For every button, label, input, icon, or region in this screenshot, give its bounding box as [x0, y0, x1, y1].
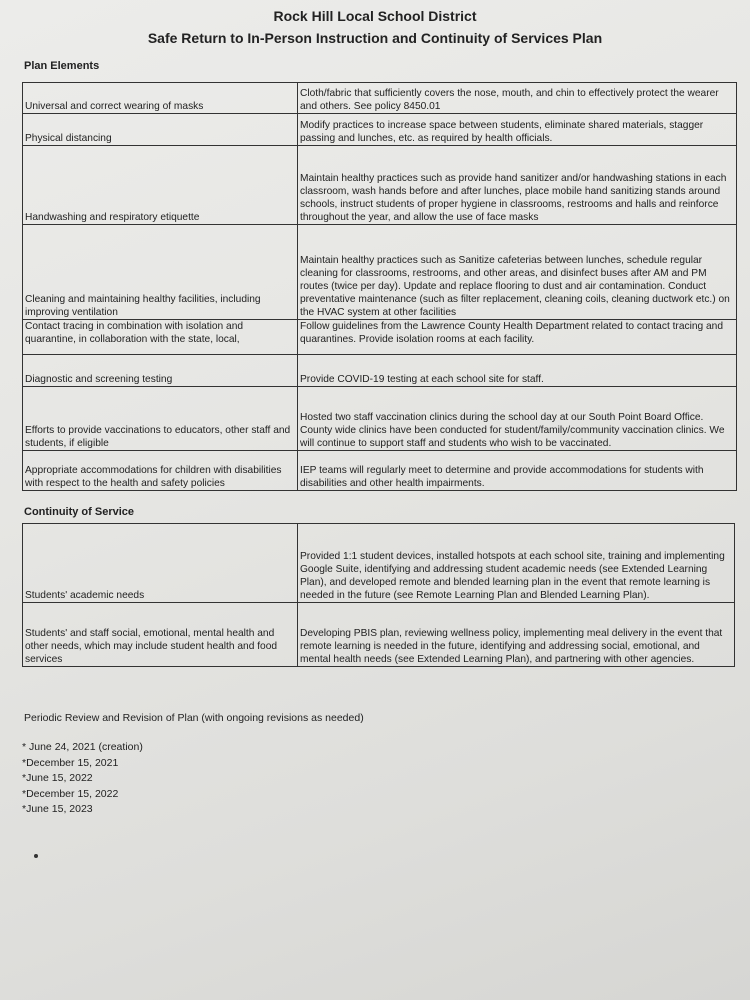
table-row	[23, 225, 737, 320]
continuity-element-cell: Students' academic needs	[23, 524, 298, 603]
plan-element-cell: Appropriate accommodations for children with disabilities with respect to the health and safety policies	[23, 451, 298, 491]
plan-elements-table	[22, 82, 737, 491]
table-row	[23, 83, 737, 114]
plan-title: Safe Return to In-Person Instruction and Continuity of Services Plan	[147, 30, 603, 46]
plan-description-cell: Maintain healthy practices such as Sanitize cafeterias between lunches, schedule regular cleaning for classrooms, restrooms, and other areas, and disinfect buses after AM and PM routes (twice per day). Update and replace flooring to dust and air contamination. Conduct preventative maintenance (such as filter replacement, cleaning coils, cleaning ductwork etc.) on the HVAC system at other facilities	[298, 225, 737, 320]
table-row	[23, 320, 737, 355]
continuity-heading: Continuity of Service	[24, 506, 135, 518]
stray-mark	[34, 854, 38, 858]
district-title: Rock Hill Local School District	[273, 8, 477, 24]
review-dates-list	[22, 740, 143, 818]
plan-element-cell: Universal and correct wearing of masks	[23, 83, 298, 114]
plan-description-cell: Modify practices to increase space between students, eliminate shared materials, stagger passing and lunches, etc. as required by health officials.	[298, 114, 737, 146]
plan-element-cell: Handwashing and respiratory etiquette	[23, 146, 298, 225]
plan-description-cell: Follow guidelines from the Lawrence County Health Department related to contact tracing and quarantines. Provide isolation rooms at each facility.	[298, 320, 737, 355]
plan-element-cell: Cleaning and maintaining healthy facilities, including improving ventilation	[23, 225, 298, 320]
plan-description-cell: Hosted two staff vaccination clinics during the school day at our South Point Board Office. County wide clinics have been conducted for student/family/community vaccination clinics. We will continue to support staff and students who wish to be vaccinated.	[298, 387, 737, 451]
continuity-description-cell: Provided 1:1 student devices, installed hotspots at each school site, training and implementing Google Suite, identifying and addressing student academic needs (see Extended Learning Plan), and developed remote and blended learning plan in the event that remote learning is needed in the future (see Remote Learning Plan and Blended Learning Plan).	[298, 524, 735, 603]
table-row	[23, 603, 735, 667]
list-item: *December 15, 2022	[22, 787, 119, 800]
plan-element-cell: Physical distancing	[23, 114, 298, 146]
review-heading: Periodic Review and Revision of Plan (with ongoing revisions as needed)	[24, 712, 364, 724]
list-item: *June 15, 2022	[22, 772, 93, 784]
plan-description-cell: Provide COVID-19 testing at each school site for staff.	[298, 355, 737, 387]
plan-element-cell: Diagnostic and screening testing	[23, 355, 298, 387]
plan-element-cell: Contact tracing in combination with isolation and quarantine, in collaboration with the state, local,	[23, 320, 298, 355]
plan-element-cell: Efforts to provide vaccinations to educators, other staff and students, if eligible	[23, 387, 298, 451]
table-row	[23, 355, 737, 387]
continuity-element-cell: Students' and staff social, emotional, mental health and other needs, which may include student health and food services	[23, 603, 298, 667]
plan-description-cell: Cloth/fabric that sufficiently covers the nose, mouth, and chin to effectively protect the wearer and others. See policy 8450.01	[298, 83, 737, 114]
table-row	[23, 451, 737, 491]
plan-elements-heading: Plan Elements	[24, 60, 100, 72]
table-row	[23, 114, 737, 146]
list-item: *December 15, 2021	[22, 756, 119, 769]
table-row	[23, 524, 735, 603]
table-row	[23, 387, 737, 451]
continuity-table	[22, 523, 735, 667]
table-row	[23, 146, 737, 225]
continuity-description-cell: Developing PBIS plan, reviewing wellness policy, implementing meal delivery in the event that remote learning is needed in the future, identifying and addressing social, emotional, and mental health needs (see Extended Learning Plan), and partnering with other agencies.	[298, 603, 735, 667]
plan-description-cell: Maintain healthy practices such as provide hand sanitizer and/or handwashing stations in each classroom, wash hands before and after lunches, place mobile hand sanitizing stands around schools, instruct students of proper hygiene in classrooms, restrooms and halls and reinforce throughout the year, and allow the use of face masks	[298, 146, 737, 225]
list-item: *June 15, 2023	[22, 803, 93, 815]
list-item: * June 24, 2021 (creation)	[22, 741, 143, 753]
plan-description-cell: IEP teams will regularly meet to determine and provide accommodations for students with disabilities and other health impairments.	[298, 451, 737, 491]
